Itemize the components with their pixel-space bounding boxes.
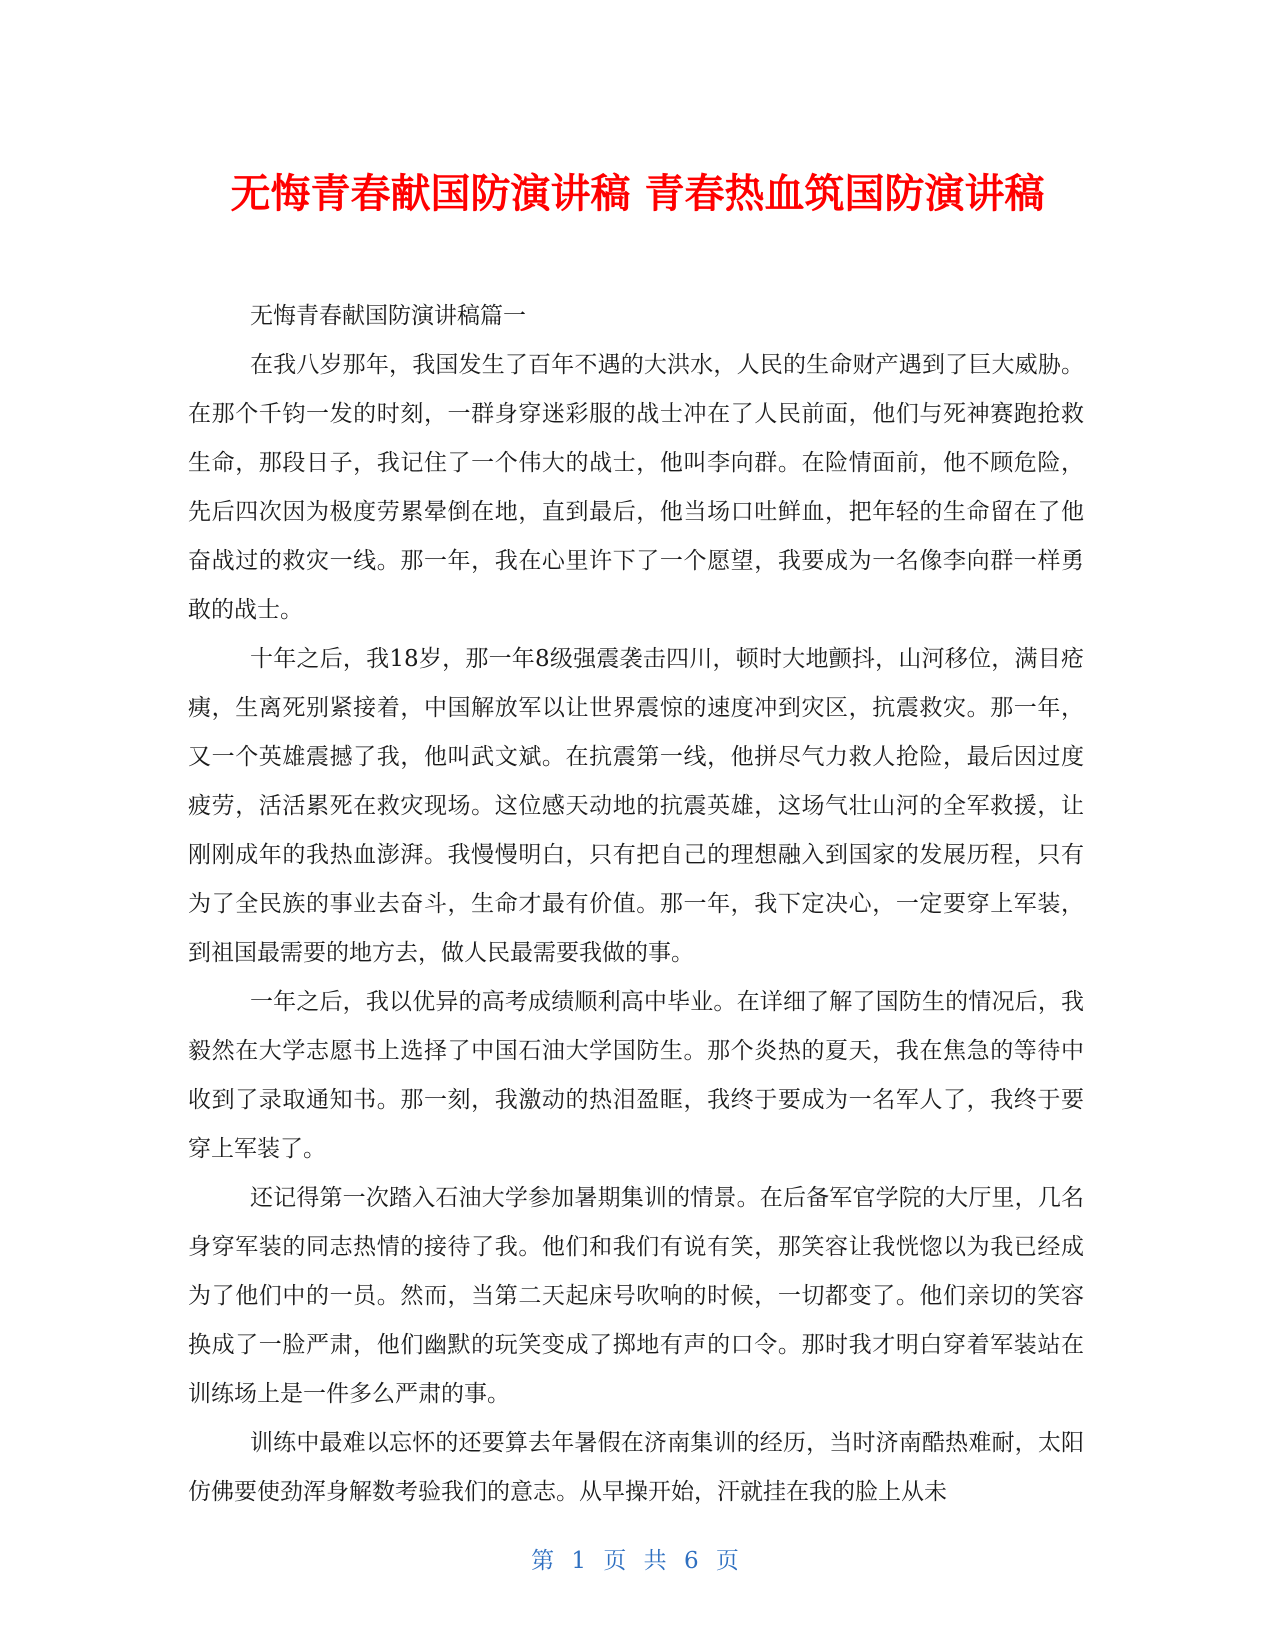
- footer-total-pages: 6: [683, 1548, 704, 1574]
- footer-current-page: 1: [571, 1548, 592, 1574]
- paragraph-3: 一年之后，我以优异的高考成绩顺利高中毕业。在详细了解了国防生的情况后，我毅然在大学志愿书上选择了中国石油大学国防生。那个炎热的夏天，我在焦急的等待中收到了录取通知书。那一刻，我激动的热泪盈眶，我终于要成为一名军人了，我终于要穿上军装了。: [188, 989, 1084, 1162]
- footer-label-end: 页: [715, 1548, 744, 1574]
- document-title: 无悔青春献国防演讲稿 青春热血筑国防演讲稿: [230, 171, 1045, 217]
- footer-label-page: 第: [531, 1548, 560, 1574]
- page-footer: [0, 1546, 1275, 1576]
- document-body: [188, 292, 1084, 1517]
- footer-label-of: 页 共: [603, 1548, 672, 1574]
- paragraph-2: 十年之后，我18岁，那一年8级强震袭击四川，顿时大地颤抖，山河移位，满目疮痍，生离死别紧接着，中国解放军以让世界震惊的速度冲到灾区，抗震救灾。那一年，又一个英雄震撼了我，他叫武文斌。在抗震第一线，他拼尽气力救人抢险，最后因过度疲劳，活活累死在救灾现场。这位感天动地的抗震英雄，这场气壮山河的全军救援，让刚刚成年的我热血澎湃。我慢慢明白，只有把自己的理想融入到国家的发展历程，只有为了全民族的事业去奋斗，生命才最有价值。那一年，我下定决心，一定要穿上军装，到祖国最需要的地方去，做人民最需要我做的事。: [188, 646, 1084, 966]
- paragraph-1: 在我八岁那年，我国发生了百年不遇的大洪水，人民的生命财产遇到了巨大威胁。在那个千钧一发的时刻，一群身穿迷彩服的战士冲在了人民前面，他们与死神赛跑抢救生命，那段日子，我记住了一个伟大的战士，他叫李向群。在险情面前，他不顾危险，先后四次因为极度劳累晕倒在地，直到最后，他当场口吐鲜血，把年轻的生命留在了他奋战过的救灾一线。那一年，我在心里许下了一个愿望，我要成为一名像李向群一样勇敢的战士。: [188, 352, 1084, 623]
- paragraph-4: 还记得第一次踏入石油大学参加暑期集训的情景。在后备军官学院的大厅里，几名身穿军装的同志热情的接待了我。他们和我们有说有笑，那笑容让我恍惚以为我已经成为了他们中的一员。然而，当第二天起床号吹响的时候，一切都变了。他们亲切的笑容换成了一脸严肃，他们幽默的玩笑变成了掷地有声的口令。那时我才明白穿着军装站在训练场上是一件多么严肃的事。: [188, 1185, 1084, 1407]
- section-heading: 无悔青春献国防演讲稿篇一: [250, 303, 526, 329]
- paragraph-5: 训练中最难以忘怀的还要算去年暑假在济南集训的经历，当时济南酷热难耐，太阳仿佛要使劲浑身解数考验我们的意志。从早操开始，汗就挂在我的脸上从未: [188, 1430, 1084, 1505]
